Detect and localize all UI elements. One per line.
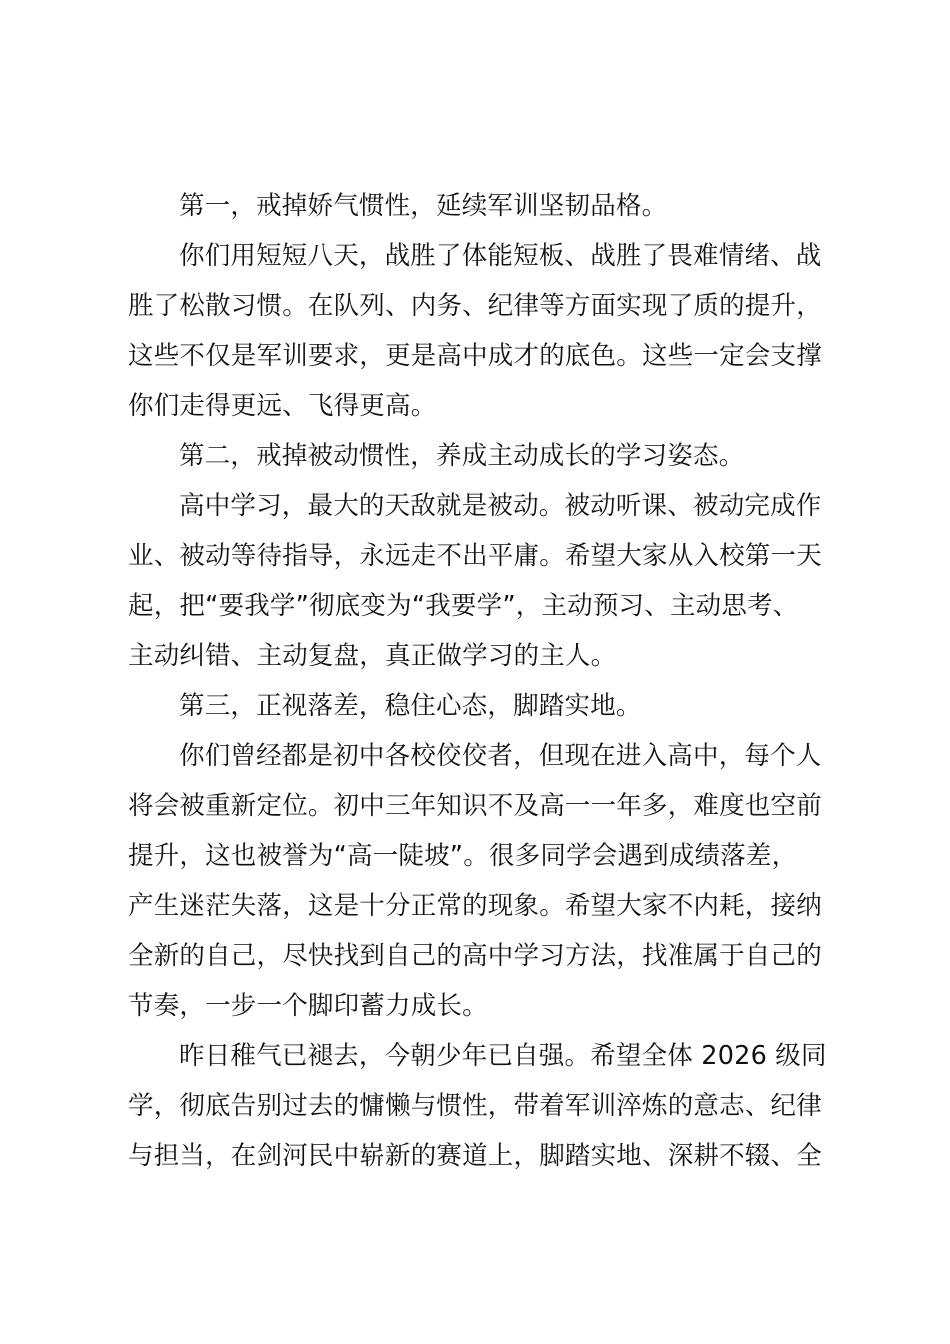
text-line: 将会被重新定位。初中三年知识不及高一一年多，难度也空前 bbox=[128, 791, 822, 821]
paragraph-active-learning bbox=[128, 481, 848, 681]
text-line: 第三，正视落差，稳住心态，脚踏实地。 bbox=[179, 691, 642, 721]
paragraph-closing bbox=[128, 1031, 848, 1181]
text-line: 你们曾经都是初中各校佼佼者，但现在进入高中，每个人 bbox=[179, 741, 822, 771]
text-line: 业、被动等待指导，永远走不出平庸。希望大家从入校第一天 bbox=[128, 541, 822, 571]
text-line: 全新的自己，尽快找到自己的高中学习方法，找准属于自己的 bbox=[128, 941, 822, 971]
text-line: 起，把“要我学”彻底变为“我要学”，主动预习、主动思考、 bbox=[128, 591, 799, 621]
text-line: 第二，戒掉被动惯性，养成主动成长的学习姿态。 bbox=[179, 441, 745, 471]
paragraph-first-point bbox=[128, 181, 848, 231]
paragraph-second-point bbox=[128, 431, 848, 481]
text-line: 与担当，在剑河民中崭新的赛道上，脚踏实地、深耕不辍、全 bbox=[128, 1141, 822, 1171]
text-line: 产生迷茫失落，这是十分正常的现象。希望大家不内耗，接纳 bbox=[128, 891, 822, 921]
paragraph-third-point bbox=[128, 681, 848, 731]
text-line: 昨日稚气已褪去，今朝少年已自强。希望全体 2026 级同 bbox=[179, 1041, 827, 1071]
text-line: 第一，戒掉娇气惯性，延续军训坚韧品格。 bbox=[179, 191, 668, 221]
text-line: 胜了松散习惯。在队列、内务、纪律等方面实现了质的提升， bbox=[128, 291, 822, 321]
text-line: 提升，这也被誉为“高一陡坡”。很多同学会遇到成绩落差， bbox=[128, 841, 798, 871]
text-line: 你们用短短八天，战胜了体能短板、战胜了畏难情绪、战 bbox=[179, 241, 822, 271]
paragraph-mindset bbox=[128, 731, 848, 1031]
paragraph-military-training bbox=[128, 231, 848, 431]
text-line: 学，彻底告别过去的慵懒与惯性，带着军训淬炼的意志、纪律 bbox=[128, 1091, 822, 1121]
document-body bbox=[128, 181, 848, 1181]
text-line: 高中学习，最大的天敌就是被动。被动听课、被动完成作 bbox=[179, 491, 822, 521]
text-line: 主动纠错、主动复盘，真正做学习的主人。 bbox=[128, 641, 617, 671]
text-line: 你们走得更远、飞得更高。 bbox=[128, 391, 437, 421]
text-line: 节奏，一步一个脚印蓄力成长。 bbox=[128, 991, 488, 1021]
text-line: 这些不仅是军训要求，更是高中成才的底色。这些一定会支撑 bbox=[128, 341, 822, 371]
